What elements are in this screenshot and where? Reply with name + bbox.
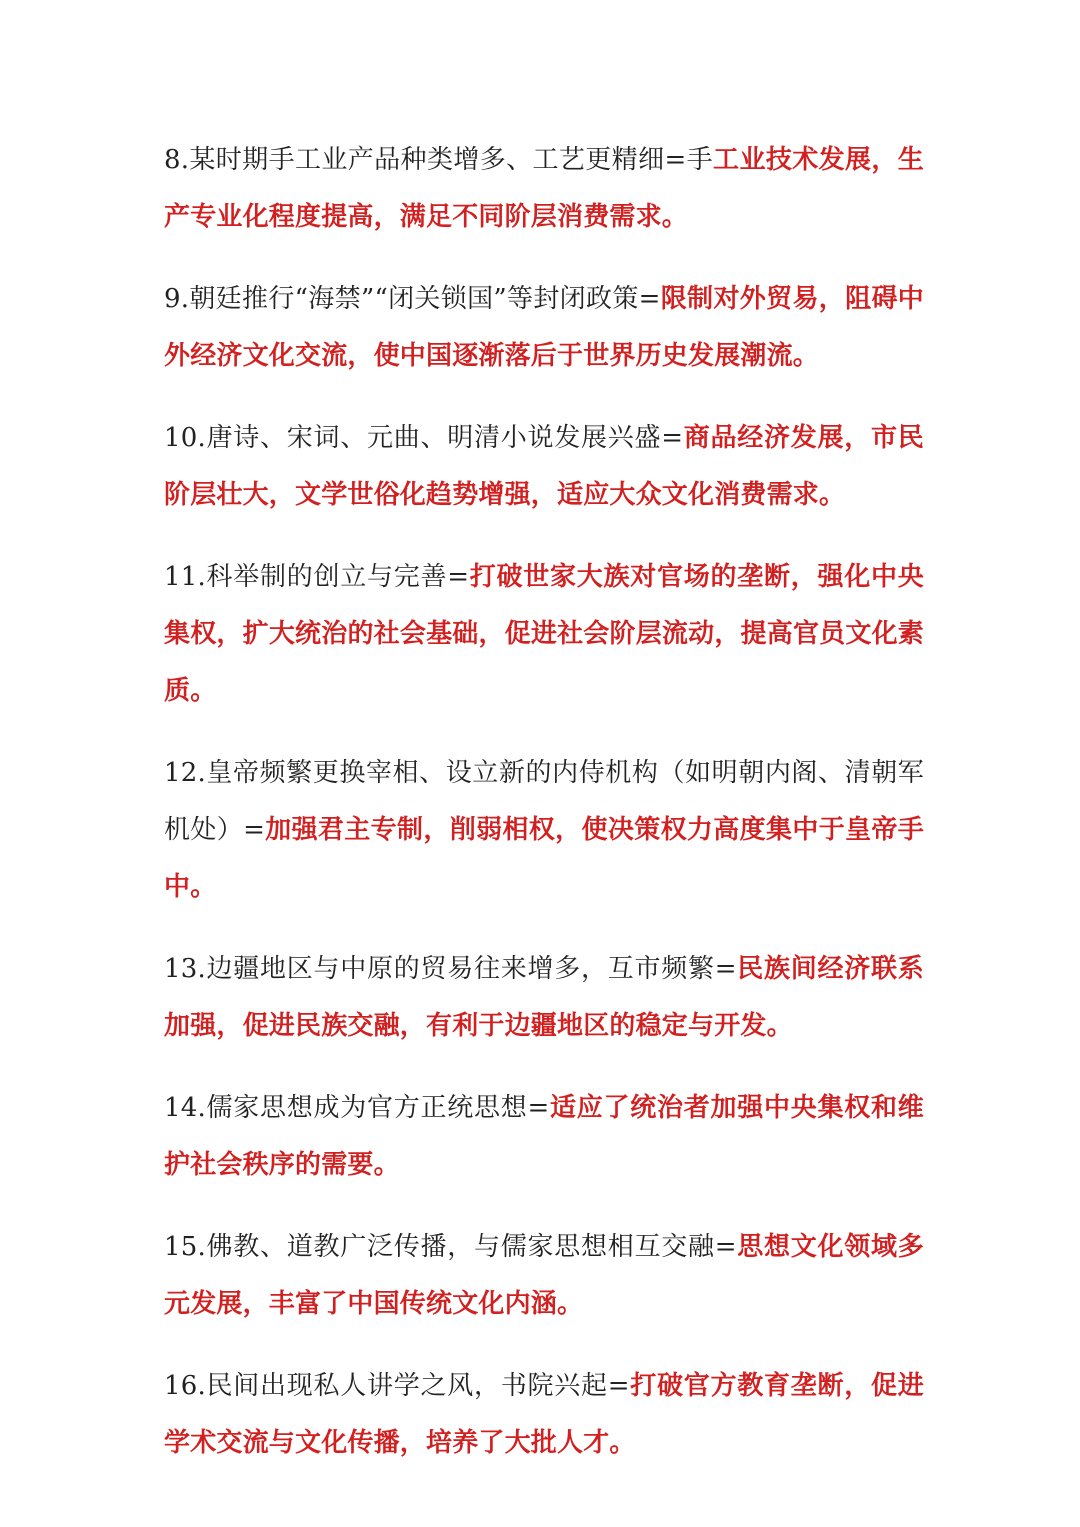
item-number: 11.: [164, 562, 206, 592]
item-12: [164, 745, 924, 916]
item-cause: 儒家思想成为官方正统思想=: [205, 1093, 550, 1123]
item-effect: 工业技术发展，生产专业化程度提高，满足不同阶层消费需求。: [164, 145, 924, 232]
item-number: 12.: [164, 758, 206, 788]
item-number: 16.: [164, 1371, 206, 1401]
item-8: [164, 132, 924, 246]
item-cause: 边疆地区与中原的贸易往来增多，互市频繁=: [205, 954, 737, 984]
item-16: [164, 1358, 924, 1472]
item-number: 14.: [164, 1093, 206, 1123]
item-11: [164, 549, 924, 720]
item-cause: 唐诗、宋词、元曲、明清小说发展兴盛=: [205, 423, 684, 453]
item-number: 9.: [164, 284, 190, 314]
item-number: 15.: [164, 1232, 206, 1262]
item-number: 13.: [164, 954, 206, 984]
item-cause: 民间出现私人讲学之风，书院兴起=: [205, 1371, 630, 1401]
item-cause: 某时期手工业产品种类增多、工艺更精细=手: [189, 145, 714, 175]
item-effect: 加强君主专制，削弱相权，使决策权力高度集中于皇帝手中。: [164, 815, 924, 902]
item-effect: 思想文化领域多元发展，丰富了中国传统文化内涵。: [164, 1232, 924, 1319]
item-number: 10.: [164, 423, 206, 453]
item-9: [164, 271, 924, 385]
item-effect: 打破世家大族对官场的垄断，强化中央集权，扩大统治的社会基础，促进社会阶层流动，提高官员文化素质。: [164, 562, 924, 706]
item-number: 8.: [164, 145, 190, 175]
item-15: [164, 1219, 924, 1333]
item-13: [164, 941, 924, 1055]
item-14: [164, 1080, 924, 1194]
item-cause: 佛教、道教广泛传播，与儒家思想相互交融=: [205, 1232, 737, 1262]
item-effect: 适应了统治者加强中央集权和维护社会秩序的需要。: [164, 1093, 924, 1180]
document-page: [164, 132, 924, 1497]
item-10: [164, 410, 924, 524]
item-cause: 朝廷推行“海禁”“闭关锁国”等封闭政策=: [189, 284, 661, 314]
item-effect: 打破官方教育垄断，促进学术交流与文化传播，培养了大批人才。: [164, 1371, 924, 1458]
item-effect: 商品经济发展，市民阶层壮大，文学世俗化趋势增强，适应大众文化消费需求。: [164, 423, 924, 510]
item-cause: 科举制的创立与完善=: [205, 562, 470, 592]
item-effect: 限制对外贸易，阻碍中外经济文化交流，使中国逐渐落后于世界历史发展潮流。: [164, 284, 924, 371]
item-effect: 民族间经济联系加强，促进民族交融，有利于边疆地区的稳定与开发。: [164, 954, 924, 1041]
item-cause: 皇帝频繁更换宰相、设立新的内侍机构（如明朝内阁、清朝军机处）=: [164, 758, 924, 845]
